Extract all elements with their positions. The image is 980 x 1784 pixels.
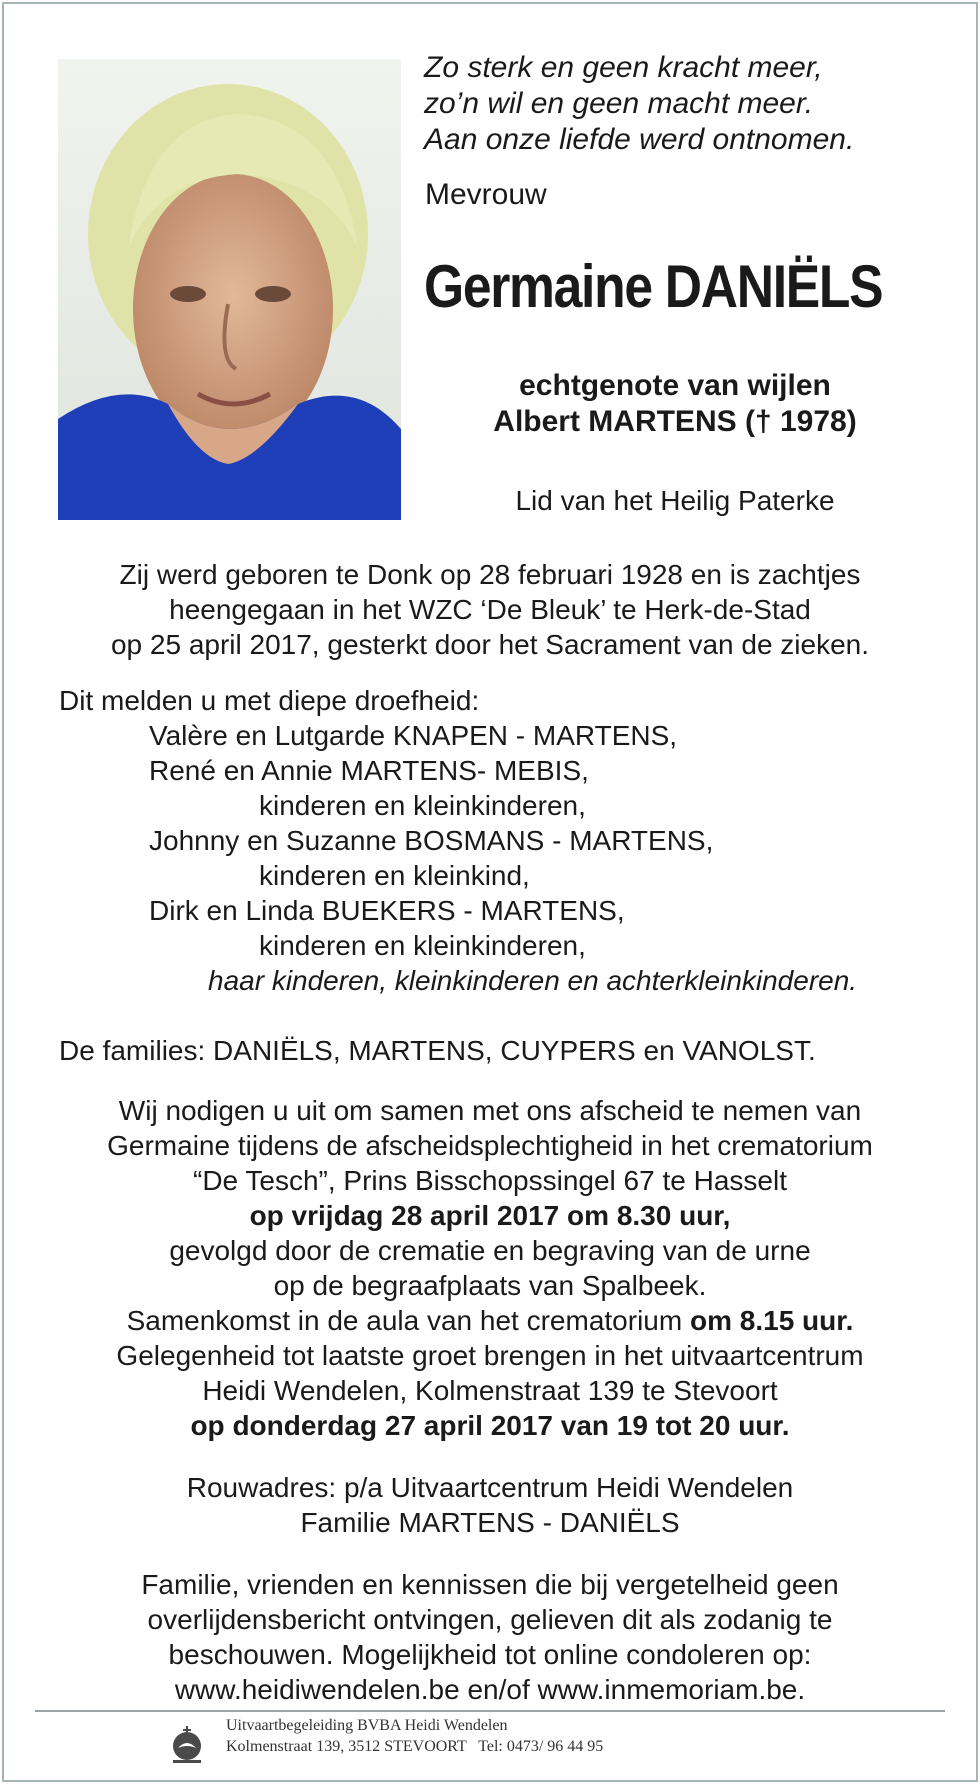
ceremony-line: Heidi Wendelen, Kolmenstraat 139 te Stevoort: [202, 1375, 778, 1406]
notice-line: beschouwen. Mogelijkheid tot online condoleren op:: [168, 1639, 812, 1670]
address-line-1: Rouwadres: p/a Uitvaartcentrum Heidi Wendelen: [186, 1472, 794, 1503]
mourner-line: haar kinderen, kleinkinderen en achterkleinkinderen.: [208, 965, 858, 996]
birth-death-line-1: Zij werd geboren te Donk op 28 februari 1928 en is zachtjes: [119, 559, 861, 590]
ceremony-line: Wij nodigen u uit om samen met ons afscheid te nemen van: [118, 1095, 862, 1126]
portrait-photo: [58, 59, 401, 520]
notice-line: Familie, vrienden en kennissen die bij vergetelheid geen: [141, 1569, 839, 1600]
footer-address: Kolmenstraat 139, 3512 STEVOORT Tel: 0473/ 96 44 95: [226, 1738, 604, 1755]
footer-divider: [35, 1710, 945, 1712]
footer-company: Uitvaartbegeleiding BVBA Heidi Wendelen: [226, 1717, 508, 1734]
viewing-date: op donderdag 27 april 2017 van 19 tot 20 uur.: [190, 1410, 790, 1441]
poem-line-2: zo’n wil en geen macht meer.: [424, 87, 814, 120]
ceremony-info: [40, 1093, 940, 1443]
gathering-time: om 8.15 uur.: [689, 1305, 854, 1336]
poem: [424, 50, 854, 158]
families-line: De families: DANIËLS, MARTENS, CUYPERS en VANOLST.: [59, 1035, 816, 1066]
funeral-home-logo-icon: [170, 1724, 204, 1764]
ceremony-line: gevolgd door de crematie en begraving van de urne: [169, 1235, 811, 1266]
poem-line-3: Aan onze liefde werd ontnomen.: [424, 123, 855, 156]
ceremony-line: “De Tesch”, Prins Bisschopssingel 67 te Hasselt: [193, 1165, 787, 1196]
ceremony-line: Gelegenheid tot laatste groet brengen in het uitvaartcentrum: [116, 1340, 864, 1371]
notice-websites[interactable]: www.heidiwendelen.be en/of www.inmemoriam.be.: [174, 1674, 806, 1705]
ceremony-date: op vrijdag 28 april 2017 om 8.30 uur,: [249, 1200, 731, 1231]
mourner-line: Johnny en Suzanne BOSMANS - MARTENS,: [149, 825, 714, 856]
poem-line-1: Zo sterk en geen kracht meer,: [424, 51, 823, 84]
salutation: Mevrouw: [425, 178, 547, 211]
notice: [40, 1567, 940, 1707]
mourner-line: kinderen en kleinkind,: [259, 860, 530, 891]
notice-line: overlijdensbericht ontvingen, gelieven dit als zodanig te: [147, 1604, 833, 1635]
gathering-line: [40, 1303, 940, 1338]
birth-death-line-2: heengegaan in het WZC ‘De Bleuk’ te Herk-de-Stad: [169, 594, 811, 625]
footer-info: [226, 1715, 603, 1757]
birth-death-line-3: op 25 april 2017, gesterkt door het Sacrament van de zieken.: [110, 629, 870, 660]
deceased-name: Germaine DANIËLS: [424, 253, 883, 320]
mourning-address: [40, 1470, 940, 1540]
gathering-text: Samenkomst in de aula van het crematorium: [126, 1305, 690, 1336]
birth-death-info: [40, 557, 940, 662]
mourner-line: kinderen en kleinkinderen,: [259, 930, 586, 961]
spouse-info: [420, 368, 930, 440]
membership: Lid van het Heilig Paterke: [515, 485, 835, 516]
ceremony-line: op de begraafplaats van Spalbeek.: [273, 1270, 707, 1301]
mourners-intro: Dit melden u met diepe droefheid:: [59, 685, 480, 716]
mourners-list: [59, 683, 857, 1068]
mourner-line: Dirk en Linda BUEKERS - MARTENS,: [149, 895, 625, 926]
mourner-line: René en Annie MARTENS- MEBIS,: [149, 755, 589, 786]
spouse-line-1: echtgenote van wijlen: [519, 369, 831, 402]
spouse-line-2: Albert MARTENS († 1978): [493, 405, 857, 438]
ceremony-line: Germaine tijdens de afscheidsplechtigheid in het crematorium: [107, 1130, 873, 1161]
mourner-line: Valère en Lutgarde KNAPEN - MARTENS,: [149, 720, 678, 751]
address-line-2: Familie MARTENS - DANIËLS: [300, 1507, 680, 1538]
mourner-line: kinderen en kleinkinderen,: [259, 790, 586, 821]
